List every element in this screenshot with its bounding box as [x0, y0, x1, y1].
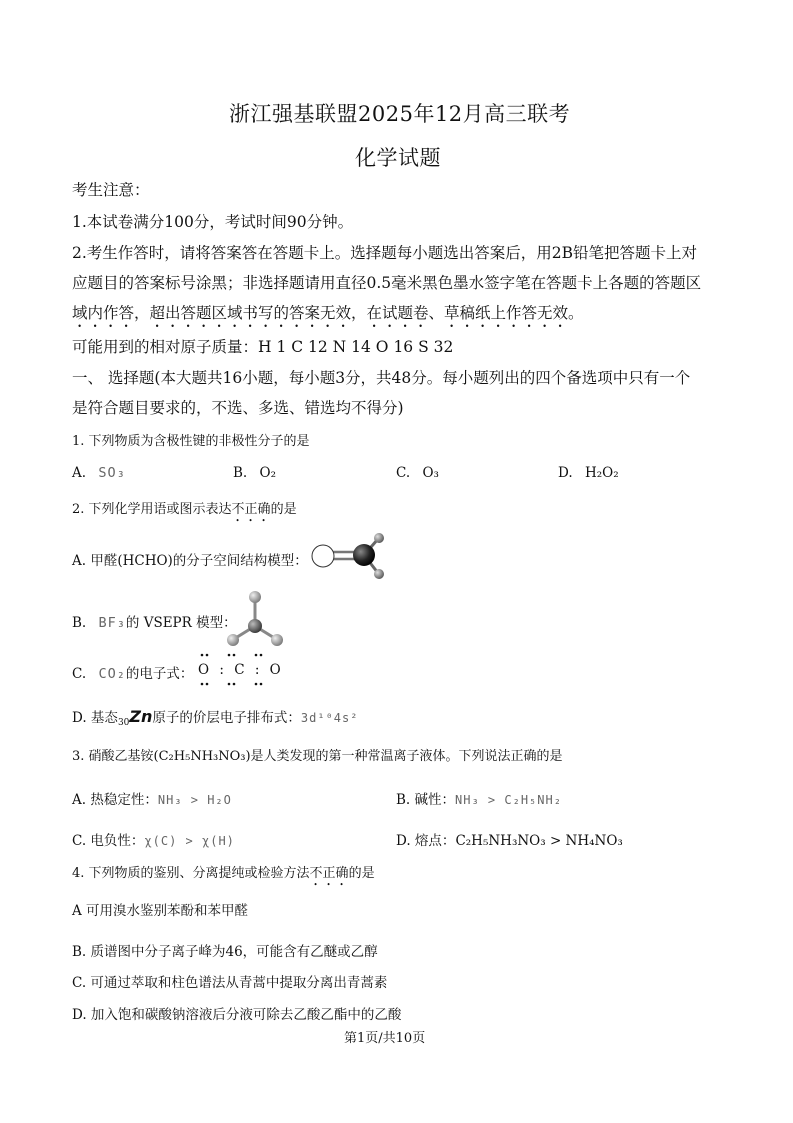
formaldehyde-model-image [306, 530, 390, 582]
exam-title: 浙江强基联盟2025年12月高三联考 [229, 102, 571, 126]
compound-formula: C₂H₅NH₃NO₃ [158, 749, 246, 764]
notice-line-2c: 域内作答，超出答题区域书写的答案无效，在试题卷、草稿纸上作答无效。 [72, 304, 584, 322]
q3-option-c: C. 电负性：χ(C) > χ(H) [72, 833, 235, 849]
q3-option-b: B. 碱性：NH₃ > C₂H₅NH₂ [396, 792, 562, 808]
option-letter: D. [558, 465, 573, 481]
bf3-vsepr-model-image [222, 588, 288, 650]
co2-formula: CO₂ [98, 666, 126, 682]
notice-line-1: 1.本试卷满分100分，考试时间90分钟。 [72, 213, 354, 231]
option-value: SO₃ [98, 465, 126, 481]
section-line-1: 一、 选择题(本大题共16小题，每小题3分，共48分。每小题列出的四个备选项中只有一个 [72, 369, 691, 387]
q1-option-a [72, 465, 126, 481]
q2-option-a: A. 甲醛(HCHO)的分子空间结构模型： [72, 553, 308, 569]
option-value: O₂ [259, 465, 276, 481]
atomic-masses: 可能用到的相对原子质量：H 1 C 12 N 14 O 16 S 32 [72, 338, 454, 356]
bf3-formula: BF₃ [98, 615, 126, 631]
q1-stem: 1. 下列物质为含极性键的非极性分子的是 [72, 434, 310, 449]
q4-option-a: A 可用溴水鉴别苯酚和苯甲醛 [72, 903, 249, 919]
exam-subtitle: 化学试题 [355, 146, 441, 170]
q2-option-b: B. BF₃的 VSEPR 模型： [72, 615, 237, 631]
zinc-symbol: Zn [129, 707, 153, 726]
q1-option-c [396, 465, 439, 481]
q2-stem: 2. 下列化学用语或图示表达不正确的是 [72, 502, 297, 517]
electron-config: 3d¹⁰4s² [300, 711, 359, 725]
option-value: H₂O₂ [584, 465, 619, 481]
q4-option-b: B. 质谱图中分子离子峰为46，可能含有乙醚或乙醇 [72, 944, 378, 960]
q4-option-d: D. 加入饱和碳酸钠溶液后分液可除去乙酸乙酯中的乙酸 [72, 1007, 402, 1023]
option-letter: C. [396, 465, 411, 481]
emphasis-not-correct: 不正确 [309, 866, 349, 881]
electron-structure: O : C : O [198, 662, 284, 678]
q3-option-a: A. 热稳定性：NH₃ > H₂O [72, 792, 232, 808]
notice-line-2a: 2.考生作答时，请将答案答在答题卡上。选择题每小题选出答案后，用2B铅笔把答题卡上对 [72, 244, 698, 262]
q1-option-b [233, 465, 276, 481]
option-value: C₂H₅NH₃NO₃ > NH₄NO₃ [455, 833, 623, 849]
option-value: χ(C) > χ(H) [144, 834, 235, 848]
electron-dots [196, 652, 272, 688]
section-line-2: 是符合题目要求的，不选、多选、错选均不得分) [72, 399, 404, 417]
option-value: NH₃ > C₂H₅NH₂ [455, 793, 562, 807]
notice-line-2b: 应题目的答案标号涂黑；非选择题请用直径0.5毫米黑色墨水签字笔在答题卡上各题的答题区 [72, 274, 702, 292]
atomic-number: 30 [117, 718, 130, 728]
q2-option-c: C. CO₂的电子式： [72, 666, 194, 682]
q4-option-c: C. 可通过萃取和柱色谱法从青蒿中提取分离出青蒿素 [72, 975, 388, 991]
q1-option-d [558, 465, 619, 481]
option-value: NH₃ > H₂O [157, 793, 232, 807]
option-value: O₃ [422, 465, 439, 481]
q4-stem: 4. 下列物质的鉴别、分离提纯或检验方法不正确的是 [72, 866, 375, 881]
emphasis-not-correct: 不正确 [231, 502, 271, 517]
q2-option-d: D. 基态$_{30}$Zn原子的价层电子排布式：3d¹⁰4s² [72, 707, 359, 728]
option-letter: B. [233, 465, 248, 481]
page-number: 第1页/共10页 [344, 1031, 426, 1046]
notice-heading: 考生注意： [72, 181, 150, 199]
option-letter: A. [72, 465, 87, 481]
q3-stem: 3. 硝酸乙基铵(C₂H₅NH₃NO₃)是人类发现的第一种常温离子液体。下列说法正确的是 [72, 749, 563, 764]
q3-option-d: D. 熔点：C₂H₅NH₃NO₃ > NH₄NO₃ [396, 833, 623, 849]
